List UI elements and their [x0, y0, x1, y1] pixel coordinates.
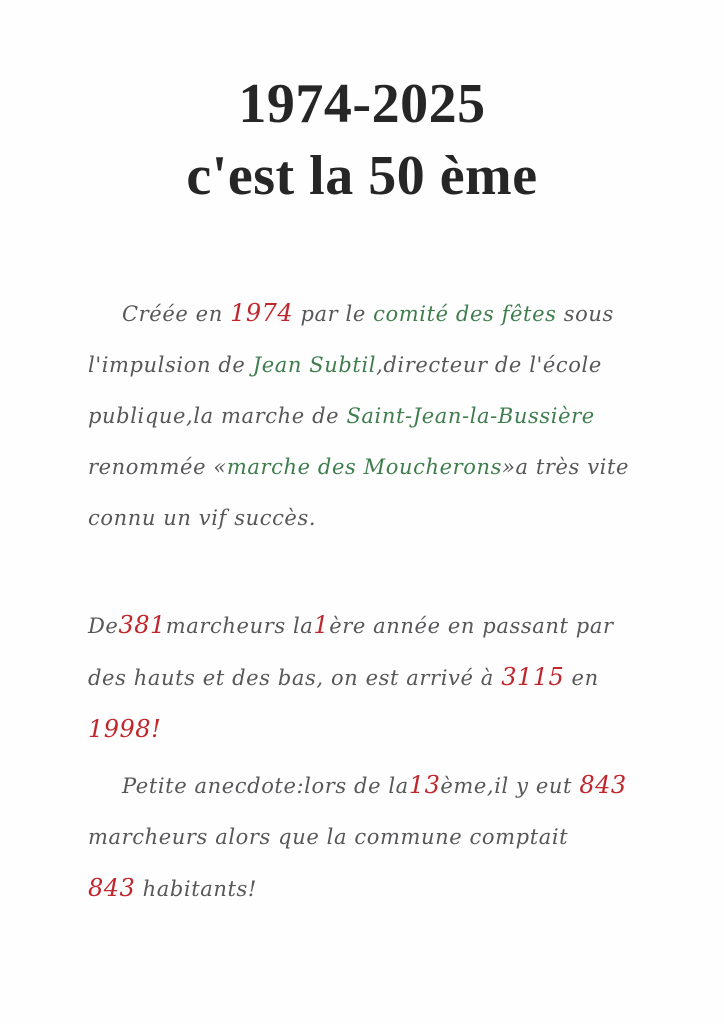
text-line: [88, 442, 648, 493]
highlight-number: 843: [88, 874, 136, 902]
text-line: [88, 493, 648, 544]
text-line: [88, 340, 648, 391]
highlight-number: 1: [313, 611, 330, 639]
highlight-name: Saint-Jean-la-Bussière: [346, 404, 595, 428]
text-run: connu un vif succès.: [88, 506, 317, 530]
highlight-name: comité des fêtes: [373, 302, 557, 326]
highlight-number: 381: [118, 611, 166, 639]
highlight-number: 843: [579, 771, 627, 799]
text-run: »a très vite: [502, 455, 630, 479]
text-line: [88, 288, 648, 340]
text-line: [88, 391, 648, 442]
text-run: De: [88, 614, 119, 638]
text-line: [88, 863, 648, 915]
text-run: publique,la marche de: [88, 404, 347, 428]
text-run: sous: [556, 302, 614, 326]
text-run: des hauts et des bas, on est arrivé à: [88, 666, 502, 690]
highlight-name: Jean Subtil: [252, 353, 377, 377]
highlight-number: 1974: [230, 299, 294, 327]
text-run: marcheurs la: [165, 614, 314, 638]
text-run: ,directeur de l'école: [376, 353, 602, 377]
text-line: [88, 704, 648, 756]
paragraph-numbers: [88, 600, 648, 756]
page-title: [0, 68, 724, 212]
text-run: Petite anecdote:lors de la: [122, 774, 409, 798]
text-run: ère année en passant par: [329, 614, 614, 638]
text-run: en: [564, 666, 599, 690]
highlight-name: marche des Moucherons: [226, 455, 502, 479]
text-line: [88, 600, 648, 652]
text-run: l'impulsion de: [88, 353, 253, 377]
text-run: par le: [293, 302, 374, 326]
text-run: ème,il y eut: [440, 774, 580, 798]
text-line: [88, 652, 648, 704]
paragraph-history: [88, 288, 648, 544]
text-run: renommée «: [88, 455, 227, 479]
text-run: Créée en: [122, 302, 231, 326]
text-run: marcheurs alors que la commune comptait: [88, 825, 569, 849]
highlight-number: 1998: [88, 715, 152, 743]
paragraph-anecdote: [88, 760, 648, 915]
highlight-number: 3115: [501, 663, 565, 691]
text-run: habitants!: [135, 877, 257, 901]
title-line-2: c'est la 50 ème: [186, 145, 538, 207]
highlight-number: 13: [408, 771, 441, 799]
title-line-1: 1974-2025: [238, 73, 486, 135]
highlight-number: !: [151, 715, 162, 743]
text-line: [88, 812, 648, 863]
text-line: [88, 760, 648, 812]
